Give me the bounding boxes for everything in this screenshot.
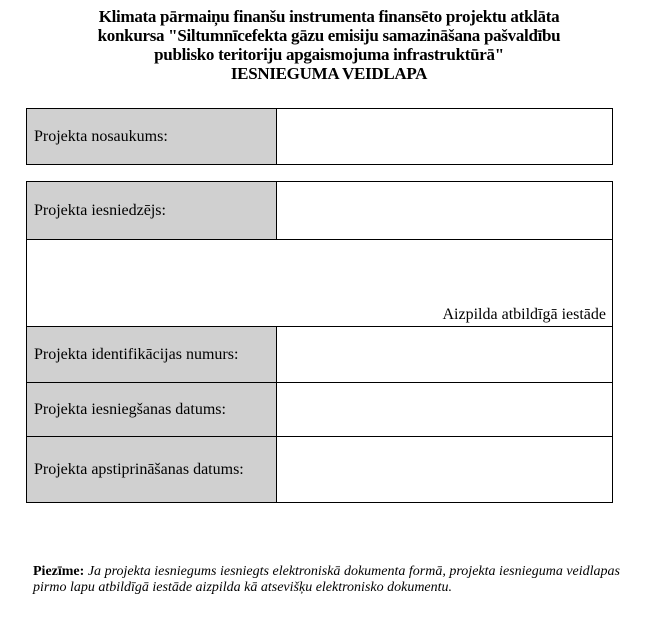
authority-note: Aizpilda atbildīgā iestāde xyxy=(442,306,606,323)
project-name-row xyxy=(27,109,612,164)
id-field[interactable] xyxy=(277,327,612,382)
submission-date-field[interactable] xyxy=(277,383,612,436)
note-text: Ja projekta iesniegums iesniegts elektroniskā dokumenta formā, projekta iesnieguma veidlapas pirmo lapu atbildīgā iestāde aizpilda kā atsevišķu elektronisko dokumentu. xyxy=(33,564,620,595)
project-name-label: Projekta nosaukums: xyxy=(27,109,277,164)
submission-date-label: Projekta iesniegšanas datums: xyxy=(27,383,277,436)
title-line-3: publisko teritoriju apgaismojuma infrastruktūrā" xyxy=(154,45,504,64)
document-title xyxy=(0,7,645,83)
approval-date-label: Projekta apstiprināšanas datums: xyxy=(27,437,277,502)
submission-date-row xyxy=(27,382,612,436)
title-line-1: Klimata pārmaiņu finanšu instrumenta finansēto projektu atklāta xyxy=(98,7,560,26)
authority-section xyxy=(27,239,612,326)
approval-date-row xyxy=(27,436,612,502)
title-line-2: konkursa "Siltumnīcefekta gāzu emisiju samazināšana pašvaldību xyxy=(97,26,561,45)
id-row xyxy=(27,326,612,382)
form-heading: IESNIEGUMA VEIDLAPA xyxy=(230,64,428,83)
project-name-table xyxy=(26,108,613,165)
note xyxy=(33,564,620,596)
applicant-label: Projekta iesniedzējs: xyxy=(27,182,277,239)
id-label: Projekta identifikācijas numurs: xyxy=(27,327,277,382)
project-name-field[interactable] xyxy=(277,109,612,164)
applicant-row xyxy=(27,182,612,239)
approval-date-field[interactable] xyxy=(277,437,612,502)
applicant-field[interactable] xyxy=(277,182,612,239)
application-table xyxy=(26,181,613,503)
note-label: Piezīme: xyxy=(33,564,85,579)
